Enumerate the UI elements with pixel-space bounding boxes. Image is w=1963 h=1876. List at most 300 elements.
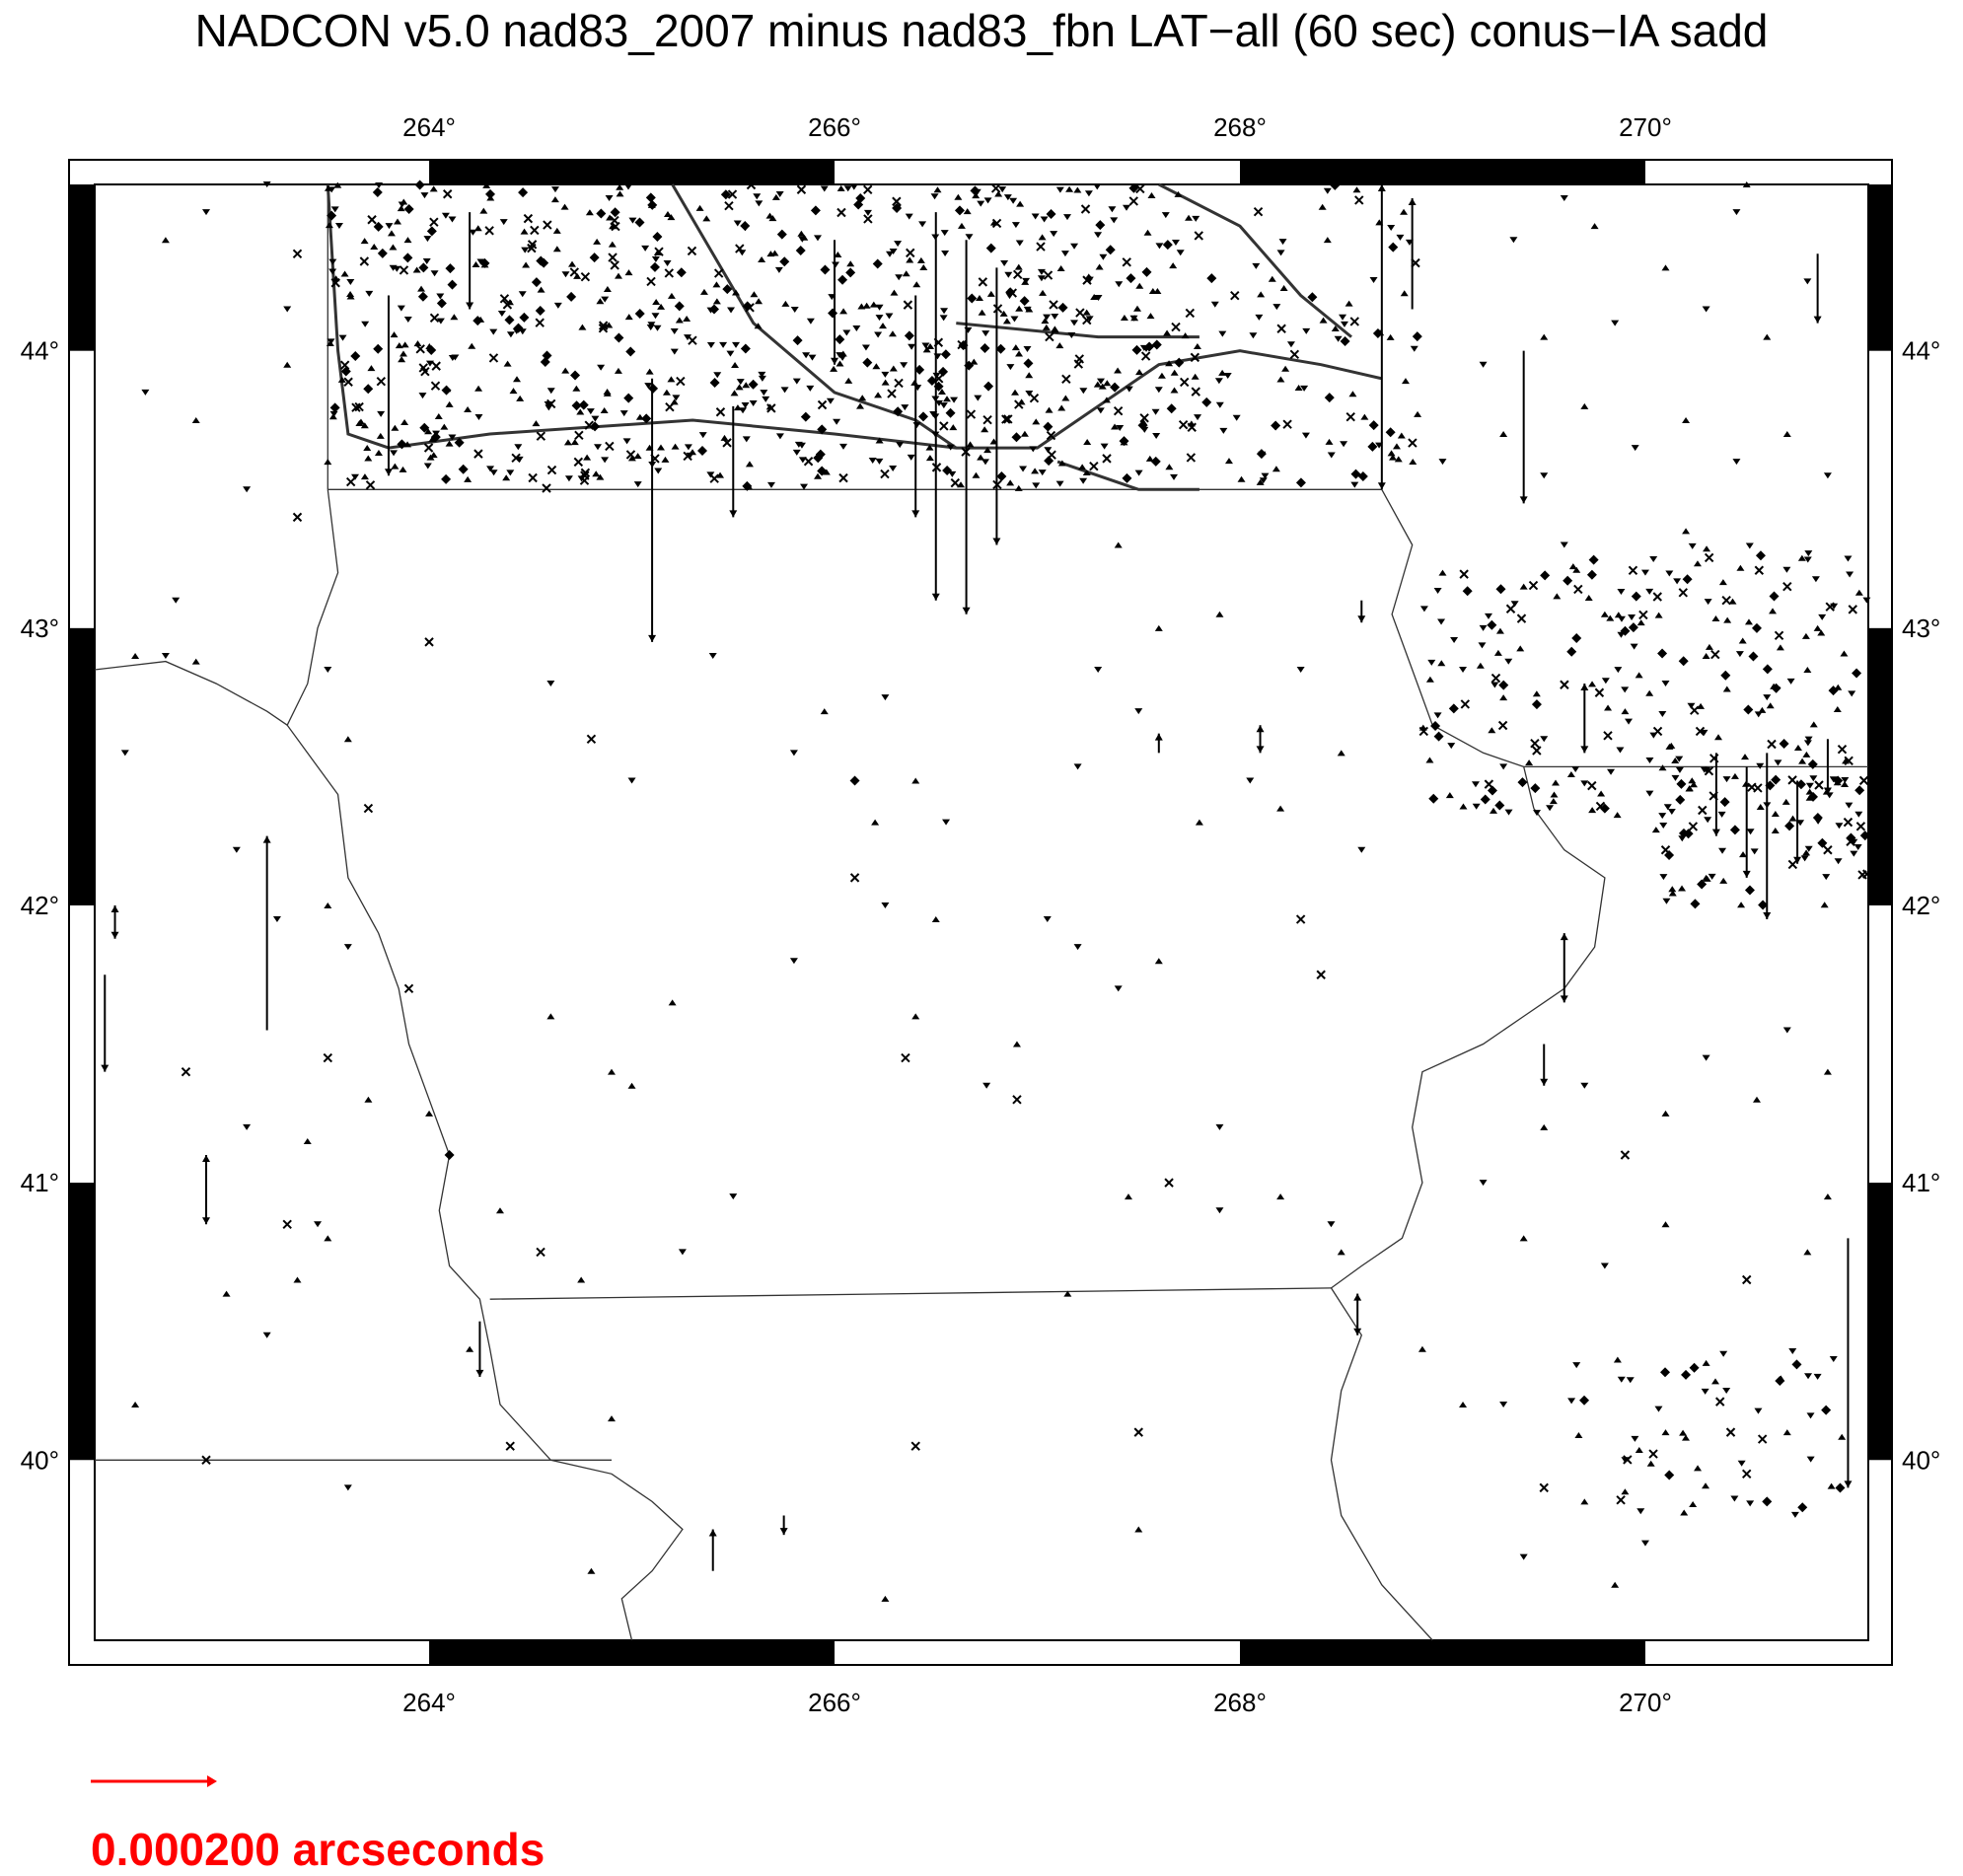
dense-symbol <box>808 355 816 361</box>
dense-symbol <box>1579 1396 1589 1406</box>
dense-symbol <box>779 256 789 266</box>
dense-symbol <box>339 335 347 341</box>
dense-symbol <box>396 342 403 348</box>
dense-symbol <box>1488 786 1497 796</box>
dense-symbol <box>1756 550 1766 560</box>
dense-symbol <box>738 250 746 255</box>
dense-symbol <box>1504 659 1512 665</box>
dense-symbol <box>1818 614 1826 620</box>
dense-symbol <box>1631 644 1638 650</box>
dense-symbol <box>852 325 860 331</box>
dense-symbol <box>1396 235 1404 241</box>
symbol-down <box>1459 667 1467 673</box>
dense-symbol <box>468 343 475 349</box>
symbol-up <box>1499 431 1507 437</box>
dense-symbol <box>1645 791 1653 797</box>
dense-symbol <box>473 316 482 325</box>
symbol-down <box>344 944 352 950</box>
symbol-diamond <box>850 775 860 785</box>
boundary-line <box>490 1288 1332 1299</box>
symbol-up <box>628 1083 636 1089</box>
scale-arrow <box>91 1771 219 1791</box>
dense-symbol <box>1566 647 1576 657</box>
dense-symbol <box>620 410 628 416</box>
dense-symbol <box>592 470 600 476</box>
dense-symbol <box>615 368 622 374</box>
dense-symbol <box>1255 315 1263 321</box>
dense-symbol <box>350 351 360 361</box>
dense-symbol <box>1659 874 1667 880</box>
dense-symbol <box>1147 313 1155 319</box>
dense-symbol <box>1488 727 1495 733</box>
dense-symbol <box>1063 214 1071 220</box>
dense-symbol <box>1348 391 1356 397</box>
symbol-up <box>131 1402 139 1407</box>
vector-head <box>831 358 838 365</box>
dense-symbol <box>1216 402 1224 408</box>
dense-symbol <box>391 425 399 431</box>
dense-symbol <box>685 444 692 450</box>
dense-symbol <box>641 246 649 252</box>
dense-symbol <box>668 293 676 299</box>
dense-symbol <box>1094 232 1102 238</box>
dense-symbol <box>1249 332 1257 338</box>
dense-symbol <box>1787 679 1795 685</box>
dense-symbol <box>974 396 982 401</box>
dense-symbol <box>1490 808 1497 814</box>
dense-symbol <box>1618 616 1626 622</box>
dense-symbol <box>1665 571 1673 577</box>
dense-symbol <box>671 349 679 355</box>
dense-symbol <box>1021 431 1029 437</box>
dense-symbol <box>617 190 624 196</box>
dense-symbol <box>1398 433 1406 439</box>
dense-symbol <box>776 433 784 439</box>
dense-symbol <box>1402 378 1410 384</box>
dense-symbol <box>791 307 799 313</box>
dense-symbol <box>1664 850 1674 860</box>
dense-symbol <box>1495 584 1505 594</box>
symbol-up <box>1703 653 1710 659</box>
dense-symbol <box>1050 231 1057 237</box>
symbol-down <box>1134 708 1142 714</box>
dense-symbol <box>564 439 572 445</box>
dense-symbol <box>731 362 739 368</box>
dense-symbol <box>1617 589 1625 595</box>
dense-symbol <box>594 444 602 450</box>
symbol-up <box>192 417 200 423</box>
dense-symbol <box>1571 633 1581 643</box>
dense-symbol <box>400 350 407 356</box>
dense-symbol <box>361 473 369 479</box>
symbol-up <box>608 1069 616 1075</box>
dense-symbol <box>1158 373 1166 379</box>
dense-symbol <box>1135 470 1143 476</box>
dense-symbol <box>833 419 840 425</box>
dense-symbol <box>1287 341 1295 347</box>
symbol-up <box>192 659 200 665</box>
dense-symbol <box>1170 474 1178 480</box>
symbol-down <box>1641 570 1649 576</box>
dense-symbol <box>1135 369 1143 375</box>
dense-symbol <box>1302 433 1310 439</box>
dense-symbol <box>1152 340 1162 350</box>
symbol-down <box>273 916 281 922</box>
dense-symbol <box>398 356 405 362</box>
frame-segment-top <box>429 160 835 184</box>
dense-symbol <box>820 265 830 275</box>
dense-symbol <box>606 195 614 201</box>
vector-head <box>111 905 119 912</box>
dense-symbol <box>1004 272 1012 278</box>
dense-symbol <box>547 388 555 394</box>
dense-symbol <box>1472 781 1480 787</box>
dense-symbol <box>420 192 428 198</box>
symbol-down <box>1722 1388 1730 1394</box>
dense-symbol <box>513 376 521 382</box>
dense-symbol <box>1481 794 1490 804</box>
symbol-up <box>1155 958 1163 964</box>
dense-symbol <box>873 258 883 268</box>
dense-symbol <box>1257 291 1265 297</box>
dense-symbol <box>418 292 428 302</box>
dense-symbol <box>500 219 508 225</box>
symbol-up <box>1125 1193 1132 1199</box>
dense-symbol <box>713 298 721 304</box>
dense-symbol <box>1821 902 1829 907</box>
dense-symbol <box>941 251 949 256</box>
dense-symbol <box>373 187 383 197</box>
dense-symbol <box>1798 758 1806 764</box>
dense-symbol <box>1804 550 1812 556</box>
symbol-up <box>1520 1235 1528 1241</box>
dense-symbol <box>502 474 510 480</box>
dense-symbol <box>611 207 620 217</box>
dense-symbol <box>1142 267 1152 277</box>
dense-symbol <box>1791 1512 1799 1518</box>
dense-symbol <box>1585 595 1593 601</box>
dense-symbol <box>1659 823 1667 829</box>
dense-symbol <box>1079 478 1087 484</box>
dense-symbol <box>1409 459 1417 465</box>
symbol-down <box>1074 944 1082 950</box>
dense-symbol <box>391 464 399 469</box>
dense-symbol <box>1009 198 1017 204</box>
dense-symbol <box>1747 829 1755 834</box>
symbol-down <box>1509 237 1517 243</box>
dense-symbol <box>519 313 529 323</box>
symbol-down <box>1783 1027 1791 1033</box>
symbol-up <box>1662 1111 1670 1117</box>
vector-head <box>1378 482 1386 489</box>
dense-symbol <box>1487 620 1496 630</box>
dense-symbol <box>474 414 482 420</box>
dense-symbol <box>1386 427 1396 437</box>
dense-symbol <box>1772 828 1780 833</box>
dense-symbol <box>1324 237 1332 243</box>
dense-symbol <box>1704 817 1711 823</box>
dense-symbol <box>950 397 958 403</box>
dense-symbol <box>1854 844 1862 850</box>
symbol-up <box>1276 1193 1284 1199</box>
frame-segment-bottom <box>429 1640 835 1665</box>
lat-label-left: 41° <box>20 1168 59 1198</box>
dense-symbol <box>646 192 656 202</box>
dense-symbol <box>1108 206 1116 212</box>
dense-symbol <box>1723 685 1731 691</box>
dense-symbol <box>1252 263 1260 269</box>
dense-symbol <box>762 397 769 402</box>
vector-head <box>1540 1079 1548 1086</box>
dense-symbol <box>987 291 995 297</box>
dense-symbol <box>996 471 1006 481</box>
dense-symbol <box>1358 471 1368 481</box>
dense-symbol <box>1018 398 1026 404</box>
dense-symbol <box>1437 660 1445 666</box>
dense-symbol <box>1632 592 1641 602</box>
lon-label-bottom: 268° <box>1213 1688 1267 1717</box>
dense-symbol <box>672 395 680 400</box>
dense-symbol <box>328 259 336 265</box>
dense-symbol <box>485 189 495 199</box>
dense-symbol <box>1736 651 1744 657</box>
dense-symbol <box>1580 780 1588 786</box>
dense-symbol <box>1629 622 1638 632</box>
dense-symbol <box>918 411 928 421</box>
map-title: NADCON v5.0 nad83_2007 minus nad83_fbn LAT−all (60 sec) conus−IA sadd <box>194 5 1769 56</box>
dense-symbol <box>1807 1457 1815 1463</box>
dense-symbol <box>1517 777 1527 787</box>
dense-symbol <box>750 291 758 297</box>
dense-symbol <box>1553 593 1561 599</box>
dense-symbol <box>418 393 426 398</box>
dense-symbol <box>329 413 337 419</box>
dense-symbol <box>1797 1502 1807 1512</box>
dense-symbol <box>1706 644 1713 650</box>
dense-symbol <box>941 230 949 236</box>
dense-symbol <box>737 379 745 385</box>
dense-symbol <box>1748 651 1758 661</box>
dense-symbol <box>1046 407 1054 413</box>
dense-symbol <box>1369 420 1379 430</box>
dense-symbol <box>874 332 882 338</box>
symbol-down <box>1814 1374 1822 1380</box>
dense-symbol <box>1628 614 1636 620</box>
dense-symbol <box>1745 618 1753 624</box>
symbol-up <box>608 1415 616 1421</box>
dense-symbol <box>335 223 343 229</box>
dense-symbol <box>775 267 783 273</box>
dense-symbol <box>940 315 948 321</box>
dense-symbol <box>1826 792 1834 798</box>
symbol-up <box>546 1013 554 1019</box>
symbol-down <box>546 681 554 686</box>
symbol-up <box>577 1277 585 1283</box>
frame-segment-right <box>1868 628 1892 905</box>
dense-symbol <box>1269 276 1276 282</box>
dense-symbol <box>1057 265 1065 271</box>
dense-symbol <box>1678 835 1686 841</box>
axis-labels <box>21 112 1941 1717</box>
symbol-down <box>1520 1554 1528 1560</box>
symbol-up <box>1580 1498 1588 1504</box>
symbol-up <box>881 1596 889 1602</box>
symbol-up <box>1662 1221 1670 1227</box>
dense-symbol <box>402 253 412 262</box>
dense-symbol <box>1131 345 1141 355</box>
dense-symbol <box>677 267 687 277</box>
dense-symbol <box>1073 186 1081 192</box>
symbol-down <box>729 1193 737 1199</box>
dense-symbol <box>872 363 880 369</box>
symbol-up <box>1803 1249 1811 1255</box>
dense-symbol <box>635 218 645 228</box>
dense-symbol <box>781 301 789 307</box>
dense-symbol <box>844 378 852 384</box>
dense-symbol <box>895 274 903 280</box>
dense-symbol <box>1607 769 1615 775</box>
dense-symbol <box>1533 810 1541 816</box>
symbol-up <box>1783 1429 1791 1435</box>
dense-symbol <box>1463 586 1473 596</box>
symbol-down <box>1246 777 1254 783</box>
dense-symbol <box>391 331 399 337</box>
dense-symbol <box>597 365 605 371</box>
dense-symbol <box>875 459 883 465</box>
dense-symbol <box>1420 606 1428 612</box>
frame-segment-right <box>1868 184 1892 351</box>
dense-symbol <box>587 408 595 414</box>
dense-symbol <box>1647 1461 1655 1467</box>
dense-symbol <box>707 342 715 348</box>
dense-symbol <box>367 365 375 371</box>
dense-symbol <box>1660 1367 1670 1377</box>
dense-symbol <box>721 435 729 441</box>
dense-symbol <box>1320 318 1328 324</box>
dense-symbol <box>1552 779 1560 785</box>
dense-symbol <box>554 303 562 309</box>
dense-symbol <box>446 441 454 447</box>
dense-symbol <box>1668 886 1676 892</box>
dense-symbol <box>964 208 972 214</box>
dense-symbol <box>1224 373 1232 379</box>
dense-symbol <box>1032 213 1040 219</box>
dense-symbol <box>908 344 915 350</box>
symbol-down <box>1357 847 1365 853</box>
dense-symbol <box>835 334 844 344</box>
vector-head <box>932 594 940 601</box>
symbol-up <box>1753 1097 1761 1103</box>
dense-symbol <box>1652 827 1660 832</box>
dense-symbol <box>596 208 606 218</box>
dense-symbol <box>1114 368 1122 374</box>
frame-segment-top <box>1240 160 1645 184</box>
dense-symbol <box>1784 821 1794 830</box>
dense-symbol <box>793 335 803 345</box>
lat-label-right: 44° <box>1902 335 1941 366</box>
vector-head <box>780 1528 788 1535</box>
symbol-up <box>1621 708 1629 714</box>
boundary-line <box>1332 489 1605 1640</box>
dense-symbol <box>1152 433 1160 439</box>
dense-symbol <box>1602 678 1610 684</box>
dense-symbol <box>1676 767 1684 773</box>
symbol-down <box>709 653 717 659</box>
boundary-line <box>95 662 287 726</box>
dense-symbol <box>504 361 512 367</box>
dense-symbol <box>1678 886 1686 892</box>
symbol-up <box>304 1138 312 1144</box>
dense-symbol <box>553 246 561 252</box>
dense-symbol <box>1352 186 1360 192</box>
vector-head <box>1409 198 1417 205</box>
dense-symbol <box>727 308 735 314</box>
symbol-down <box>1480 625 1488 631</box>
vector-head <box>1580 746 1588 753</box>
symbol-up <box>293 1277 301 1283</box>
dense-symbol <box>1115 281 1123 287</box>
symbol-down <box>1732 209 1740 215</box>
dense-symbol <box>1681 1370 1691 1380</box>
dense-symbol <box>1167 403 1177 413</box>
symbol-down <box>1540 472 1548 478</box>
dense-symbol <box>572 386 580 392</box>
symbol-down <box>881 902 889 908</box>
dense-symbol <box>830 366 837 372</box>
dense-symbol <box>731 390 739 396</box>
dense-symbol <box>1746 1500 1754 1506</box>
symbol-down <box>1662 681 1670 686</box>
dense-symbol <box>1023 346 1031 352</box>
symbol-up <box>1418 1346 1426 1352</box>
lat-label-right: 41° <box>1902 1168 1941 1198</box>
dense-symbol <box>1801 855 1809 861</box>
dense-symbol <box>1194 343 1201 349</box>
symbol-up <box>344 736 352 742</box>
dense-symbol <box>1043 325 1051 330</box>
dense-symbol <box>746 461 754 467</box>
dense-symbol <box>1006 479 1014 485</box>
symbol-up <box>1115 541 1123 547</box>
dense-symbol <box>889 466 897 471</box>
dense-symbol <box>1280 285 1288 291</box>
dense-symbol <box>346 279 354 285</box>
dense-symbol <box>1777 644 1784 650</box>
dense-symbol <box>561 368 569 374</box>
dense-symbol <box>862 344 870 350</box>
vector-head <box>963 608 971 614</box>
dense-symbol <box>404 204 414 214</box>
dense-symbol <box>1434 732 1444 742</box>
dense-symbol <box>538 287 545 293</box>
dense-symbol <box>375 450 383 456</box>
dense-symbol <box>1806 783 1814 789</box>
vector-head <box>1520 496 1528 503</box>
dense-symbol <box>661 457 669 463</box>
symbol-up <box>1438 570 1446 576</box>
dense-symbol <box>565 475 573 481</box>
dense-symbol <box>399 467 406 472</box>
dense-symbol <box>1093 183 1101 189</box>
dense-symbol <box>437 298 447 308</box>
dense-symbol <box>394 218 401 224</box>
dense-symbol <box>1110 217 1118 223</box>
symbol-up <box>1662 264 1670 270</box>
dense-symbol <box>1025 372 1033 378</box>
dense-symbol <box>844 185 852 191</box>
symbol-up <box>1591 223 1599 229</box>
dense-symbol <box>1123 205 1130 211</box>
